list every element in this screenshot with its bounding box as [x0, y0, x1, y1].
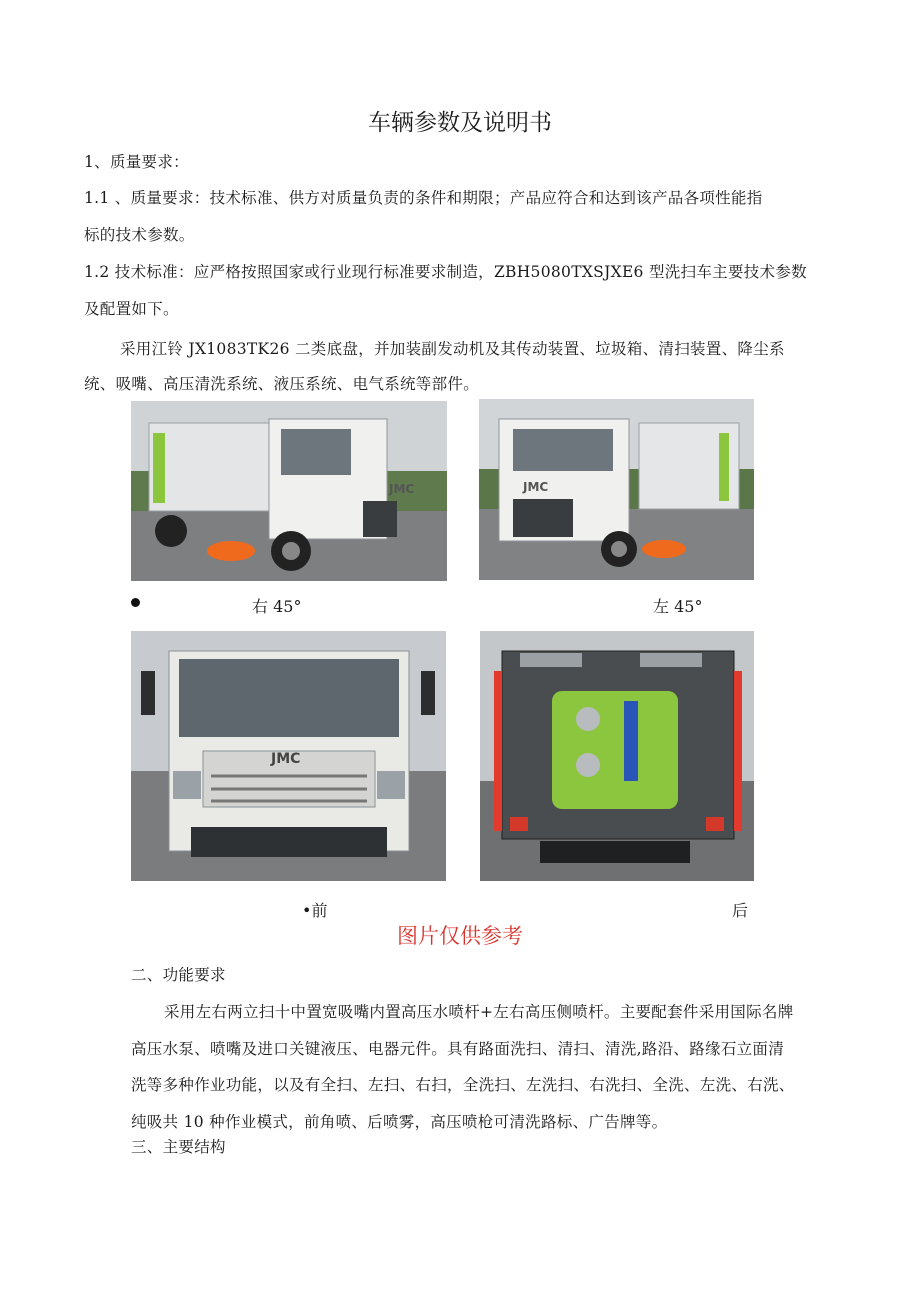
- jmc-logo-left45: JMC: [523, 480, 549, 494]
- para-1-1-line1: 1.1 、质量要求：技术标准、供方对质量负责的条件和期限；产品应符合和达到该产品各项性能指: [84, 189, 763, 207]
- reference-note: 图片仅供参考: [397, 924, 523, 948]
- para-1-3-line1: 采用江铃 JX1083TK26 二类底盘，并加装副发动机及其传动装置、垃圾箱、清扫装置、降尘系: [120, 340, 785, 358]
- bullet-dot: [131, 598, 140, 607]
- para-1-1-line2: 标的技术参数。: [84, 226, 195, 244]
- section2-line4: 纯吸共 10 种作业模式，前角喷、后喷雾，高压喷枪可清洗路标、广告牌等。: [131, 1113, 668, 1131]
- page-title: 车辆参数及说明书: [368, 110, 552, 136]
- truck-photo-rear: [480, 631, 754, 881]
- caption-right45: 右 45°: [252, 597, 302, 616]
- truck-photo-right45: [131, 401, 447, 581]
- section2-line2: 高压水泵、喷嘴及进口关键液压、电器元件。具有路面洗扫、清扫、清洗,路沿、路缘石立面清: [131, 1040, 785, 1058]
- section2-line3: 洗等多种作业功能，以及有全扫、左扫、右扫，全洗扫、左洗扫、右洗扫、全洗、左洗、右洗、: [131, 1076, 795, 1094]
- para-1-2-line1: 1.2 技术标准：应严格按照国家或行业现行标准要求制造，ZBH5080TXSJXE6 型洗扫车主要技术参数: [84, 263, 807, 281]
- caption-rear: 后: [732, 901, 749, 920]
- caption-left45: 左 45°: [653, 597, 703, 616]
- section1-heading: 1、质量要求：: [84, 153, 189, 171]
- para-1-2-line2: 及配置如下。: [84, 300, 179, 318]
- section2-line1: 采用左右两立扫十中置宽吸嘴内置高压水喷杆+左右高压侧喷杆。主要配套件采用国际名牌: [164, 1003, 794, 1021]
- jmc-logo-front: JMC: [271, 751, 301, 767]
- para-1-3-line2: 统、吸嘴、高压清洗系统、液压系统、电气系统等部件。: [84, 375, 480, 393]
- truck-photo-front: [131, 631, 446, 881]
- section2-heading: 二、功能要求: [131, 966, 226, 984]
- caption-front: •前: [302, 901, 328, 920]
- jmc-logo-right45: JMC: [389, 482, 415, 496]
- section3-heading: 三、主要结构: [131, 1138, 226, 1156]
- truck-photo-left45: [479, 399, 754, 580]
